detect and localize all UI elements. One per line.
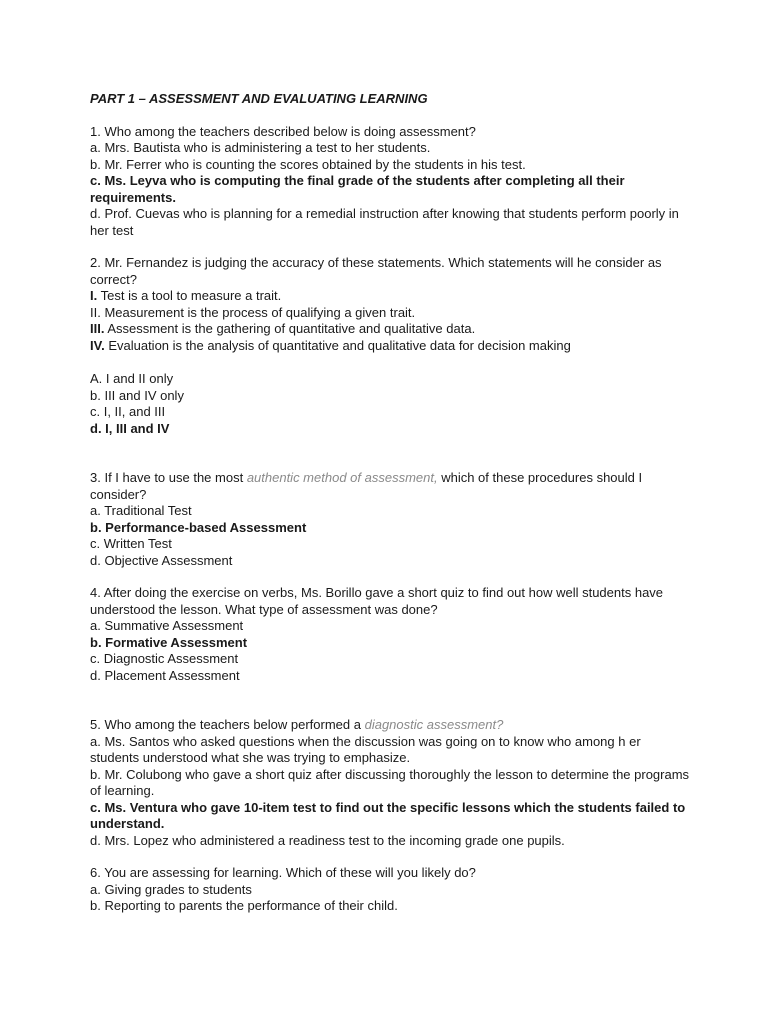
option-c: c. Diagnostic Assessment bbox=[90, 651, 239, 666]
option-d: d. Placement Assessment bbox=[90, 667, 240, 683]
statement-number: III. bbox=[90, 321, 105, 336]
stem-highlight: authentic method of assessment, bbox=[246, 470, 438, 485]
option-a: a. Mrs. Bautista who is administering a test to her students. bbox=[90, 140, 431, 155]
question-5 bbox=[90, 717, 690, 849]
stem-highlight: diagnostic assessment? bbox=[364, 717, 504, 732]
option-d: d. Mrs. Lopez who administered a readiness test to the incoming grade one pupils. bbox=[90, 832, 565, 848]
option-d: d. Prof. Cuevas who is planning for a remedial instruction after knowing that students perform poorly in her test bbox=[90, 206, 679, 238]
answer-choices bbox=[90, 371, 690, 437]
question-stem bbox=[90, 717, 690, 734]
document-page bbox=[90, 91, 690, 931]
option-b: b. Mr. Ferrer who is counting the scores obtained by the students in his test. bbox=[90, 156, 526, 172]
question-stem: 6. You are assessing for learning. Which of these will you likely do? bbox=[90, 865, 476, 880]
option-b-correct: b. Formative Assessment bbox=[90, 634, 248, 650]
question-4 bbox=[90, 585, 690, 684]
question-stem: 4. After doing the exercise on verbs, Ms. Borillo gave a short quiz to find out how well students have understood the lesson. What type of assessment was done? bbox=[90, 585, 664, 617]
statement-text: Evaluation is the analysis of quantitative and qualitative data for decision making bbox=[104, 337, 571, 353]
option-b: b. III and IV only bbox=[90, 387, 184, 403]
option-a: a. Traditional Test bbox=[90, 503, 192, 518]
question-stem bbox=[90, 470, 690, 503]
option-b: b. Mr. Colubong who gave a short quiz after discussing thoroughly the lesson to determine the programs of learning. bbox=[90, 766, 690, 798]
statement-1 bbox=[90, 288, 690, 305]
question-3 bbox=[90, 470, 690, 569]
statement-number: IV. bbox=[90, 337, 105, 353]
stem-text: 3. If I have to use the most bbox=[90, 470, 247, 485]
option-c: c. Written Test bbox=[90, 536, 172, 551]
question-1 bbox=[90, 124, 690, 240]
option-b: b. Reporting to parents the performance of their child. bbox=[90, 898, 398, 913]
option-b-correct: b. Performance-based Assessment bbox=[90, 519, 307, 535]
question-stem: 2. Mr. Fernandez is judging the accuracy of these statements. Which statements will he consider as correct? bbox=[90, 255, 662, 287]
option-a: a. Summative Assessment bbox=[90, 618, 244, 633]
statement-text: Assessment is the gathering of quantitative and qualitative data. bbox=[104, 321, 476, 336]
option-d: d. Objective Assessment bbox=[90, 552, 233, 568]
statement-text: II. Measurement is the process of qualifying a given trait. bbox=[90, 304, 416, 320]
option-c: c. I, II, and III bbox=[90, 404, 166, 419]
option-d-correct: d. I, III and IV bbox=[90, 420, 170, 436]
statement-text: Test is a tool to measure a trait. bbox=[97, 288, 282, 303]
stem-text: which of these procedures should I consider? bbox=[90, 470, 643, 502]
option-c-correct: c. Ms. Leyva who is computing the final grade of the students after completing all their requirements. bbox=[90, 173, 625, 205]
statement-number: I. bbox=[90, 288, 98, 303]
option-a: a. Giving grades to students bbox=[90, 881, 252, 897]
statement-4 bbox=[90, 338, 690, 355]
statement-3 bbox=[90, 321, 690, 338]
option-c-correct: c. Ms. Ventura who gave 10-item test to find out the specific lessons which the students failed to understand. bbox=[90, 799, 686, 831]
stem-text: 5. Who among the teachers below performed a bbox=[90, 717, 365, 732]
option-a: A. I and II only bbox=[90, 371, 174, 386]
option-a: a. Ms. Santos who asked questions when the discussion was going on to know who among h er students understood what she was trying to emphasize. bbox=[90, 733, 641, 765]
statement-2 bbox=[90, 305, 690, 322]
question-stem: 1. Who among the teachers described below is doing assessment? bbox=[90, 123, 476, 139]
question-6 bbox=[90, 865, 690, 915]
document-title: PART 1 – ASSESSMENT AND EVALUATING LEARNING bbox=[90, 91, 428, 106]
question-2 bbox=[90, 255, 690, 437]
